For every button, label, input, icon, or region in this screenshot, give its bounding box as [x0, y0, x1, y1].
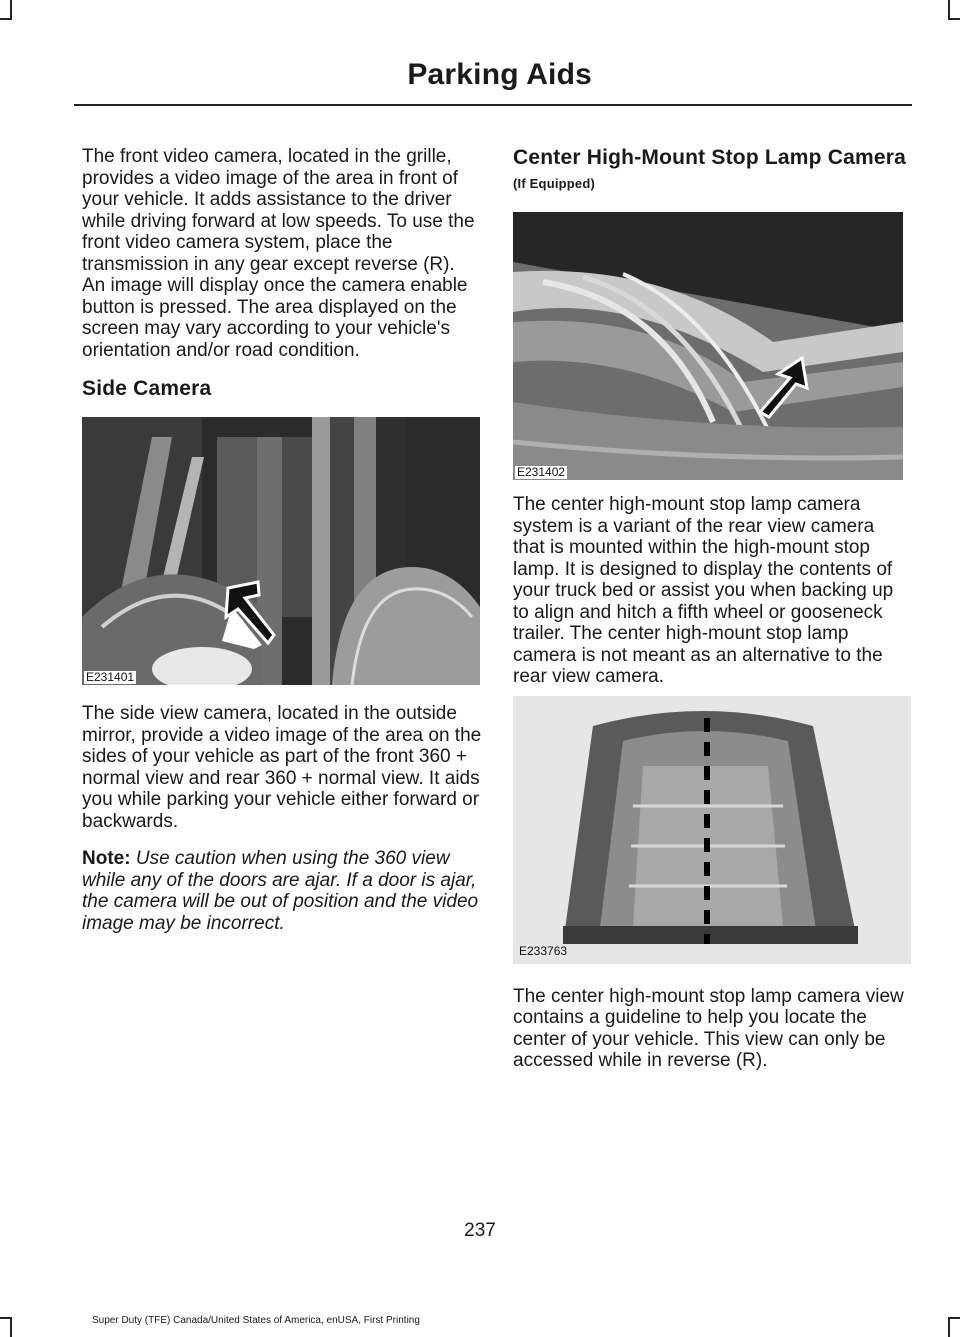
figure-code: E231402 [517, 465, 566, 479]
side-camera-drawing [82, 417, 480, 685]
crop-mark [948, 1317, 960, 1319]
side-camera-paragraph: The side view camera, located in the outside mirror, provide a video image of the area on the sides of your vehicle as part of the front 360 + normal view and rear 360 + normal view. It aids you while parking your vehicle either forward or backwards. [82, 703, 482, 832]
front-camera-paragraph: The front video camera, located in the grille, provides a video image of the area in front of your vehicle. It adds assistance to the driver while driving forward at low speeds. To use the front video camera system, place the transmission in any gear except reverse (R). An image will display once the camera enable button is pressed. The area displayed on the screen may vary according to your vehicle's orientation and/or road condition. [82, 146, 475, 361]
chmsl-description-paragraph: The center high-mount stop lamp camera system is a variant of the rear view camera that is mounted within the high-mount stop lamp. It is designed to display the contents of your truck bed or assist you when backing up to align and hitch a fifth wheel or gooseneck trailer. The center high-mount stop lamp camera is not meant as an alternative to the rear view camera. [513, 494, 894, 687]
edition-footer: Super Duty (TFE) Canada/United States of America, enUSA, First Printing [92, 1315, 420, 1326]
page-number: 237 [464, 1220, 496, 1241]
note-paragraph [82, 848, 482, 934]
crop-mark [0, 18, 12, 20]
note-label: Note: [82, 848, 131, 869]
crop-mark [10, 1319, 12, 1337]
chmsl-guideline-paragraph: The center high-mount stop lamp camera view contains a guideline to help you locate the center of your vehicle. This view can only be accessed while in reverse (R). [513, 985, 904, 1071]
left-column [82, 146, 482, 934]
header-divider [74, 104, 912, 106]
figure-code: E233763 [519, 943, 568, 958]
chmsl-camera-heading [513, 146, 909, 196]
crop-mark [948, 18, 960, 20]
note-text: Use caution when using the 360 view while any of the doors are ajar. If a door is ajar, the camera will be out of position and the video image may be incorrect. [82, 848, 479, 934]
page-title: Parking Aids [407, 58, 592, 91]
crop-mark [948, 0, 950, 18]
chmsl-camera-view-illustration [513, 696, 911, 964]
side-camera-heading: Side Camera [82, 377, 212, 400]
chmsl-heading-text: Center High-Mount Stop Lamp Camera [513, 146, 906, 169]
chmsl-view-drawing [513, 696, 911, 964]
chmsl-camera-location-illustration [513, 212, 903, 480]
right-column [513, 146, 909, 1072]
crop-mark [10, 0, 12, 18]
figure-code: E231401 [86, 670, 135, 684]
chmsl-qualifier: (If Equipped) [513, 176, 596, 191]
crop-mark [0, 1317, 12, 1319]
chmsl-camera-drawing [513, 212, 903, 480]
side-camera-illustration [82, 417, 480, 685]
crop-mark [948, 1319, 950, 1337]
